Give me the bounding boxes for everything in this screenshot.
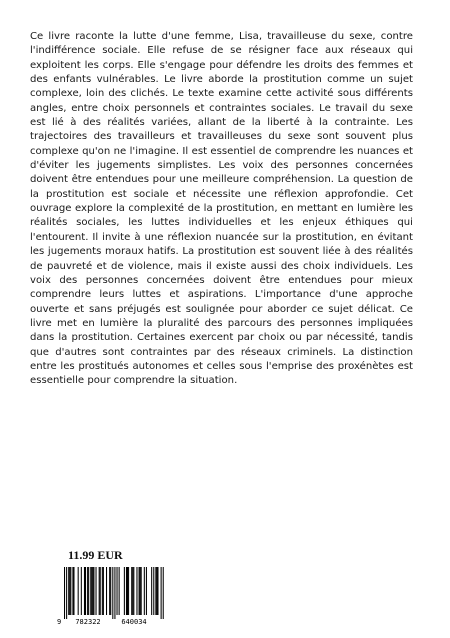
barcode-bar (153, 567, 154, 615)
barcode-right-digits: 640034 (121, 618, 147, 626)
barcode-bar (112, 567, 113, 619)
barcode-bar (81, 567, 82, 615)
barcode-bar (78, 567, 79, 615)
barcode-bar (132, 567, 133, 615)
barcode-bar (66, 567, 67, 619)
barcode-bar (102, 567, 103, 615)
barcode-left-digits: 782322 (75, 618, 101, 626)
barcode-bar (157, 567, 158, 615)
barcode-bar (114, 567, 115, 619)
barcode-bar (146, 567, 147, 615)
barcode-bar (68, 567, 69, 615)
barcode-bar (119, 567, 120, 615)
barcode-bar (106, 567, 107, 615)
barcode-bar (103, 567, 104, 615)
barcode-bar (136, 567, 137, 615)
barcode-bar (127, 567, 128, 615)
barcode-bar (126, 567, 127, 615)
barcode-bar (90, 567, 91, 615)
barcode-bar (73, 567, 74, 615)
barcode-bar (64, 567, 65, 619)
barcode-bar (140, 567, 141, 615)
barcode-bar (91, 567, 92, 615)
barcode-bar (163, 567, 164, 619)
barcode-bar (109, 567, 110, 615)
barcode-bar (110, 567, 111, 615)
back-cover-blurb: Ce livre raconte la lutte d'une femme, Lisa, travailleuse du sexe, contre l'indifférence sociale. Elle refuse de se résigner face aux réseaux qui exploitent les corps. Elle s'engage pour défendre les droits des femmes et des enfants vulnérables. Le livre aborde la prostitution comme un sujet complexe, loin des clichés. Le texte examine cette activité sous différents angles, entre choix personnels et contraintes sociales. Le travail du sexe est lié à des réalités variées, allant de la liberté à la contrainte. Les trajectoires des travailleurs et travailleuses du sexe sont souvent plus complexe qu'on ne l'imagine. Il est essentiel de comprendre les nuances et d'éviter les jugements simplistes. Les voix des personnes concernées doivent être entendues pour une meilleure compréhension. La question de la prostitution est sociale et nécessite une réflexion approfondie. Cet ouvrage explore la complexité de la prostitution, en mettant en lumière les réalités sociales, les luttes individuelles et les enjeux éthiques qui l'entourent. Il invite à une réflexion nuancée sur la prostitution, en évitant les jugements moraux hatifs. La prostitution est souvent liée à des réalités de pauvreté et de violence, mais il existe aussi des choix individuels. Les voix des personnes concernées doivent être entendues pour mieux comprendre leurs luttes et aspirations. L'importance d'une approche ouverte et sans préjugés est soulignée pour aborder ce sujet délicat. Ce livre met en lumière la pluralité des parcours des personnes impliquées dans la prostitution. Certaines exercent par choix ou par nécessité, tandis que d'autres sont contraintes par des réseaux criminels. La distinction entre les prostitués autonomes et celles sous l'emprise des proxénètes est essentielle pour comprendre la situation. (30, 31, 413, 387)
barcode-bar (92, 567, 93, 615)
barcode-bar (88, 567, 89, 615)
barcode-bar (85, 567, 86, 615)
isbn-barcode (56, 566, 176, 630)
barcode-bar (100, 567, 101, 615)
barcode-first-digit: 9 (57, 618, 62, 626)
barcode-bar (141, 567, 142, 615)
barcode-bar (117, 567, 118, 615)
barcode-bar (155, 567, 156, 615)
barcode-bar (87, 567, 88, 615)
barcode-bar (70, 567, 71, 615)
barcode-image (56, 566, 176, 626)
barcode-bar (139, 567, 140, 615)
barcode-bar (156, 567, 157, 615)
barcode-bar (133, 567, 134, 615)
barcode-bar (161, 567, 162, 619)
barcode-bar (69, 567, 70, 615)
barcode-bar (99, 567, 100, 615)
barcode-bar (72, 567, 73, 615)
barcode-bar (131, 567, 132, 615)
barcode-bar (151, 567, 152, 615)
barcode-bar (93, 567, 94, 615)
barcode-bar (144, 567, 145, 615)
price-label: 11.99 EUR (68, 548, 123, 562)
barcode-bar (84, 567, 85, 615)
barcode-bar (128, 567, 129, 615)
barcode-bar (96, 567, 97, 615)
barcode-bar (124, 567, 125, 615)
